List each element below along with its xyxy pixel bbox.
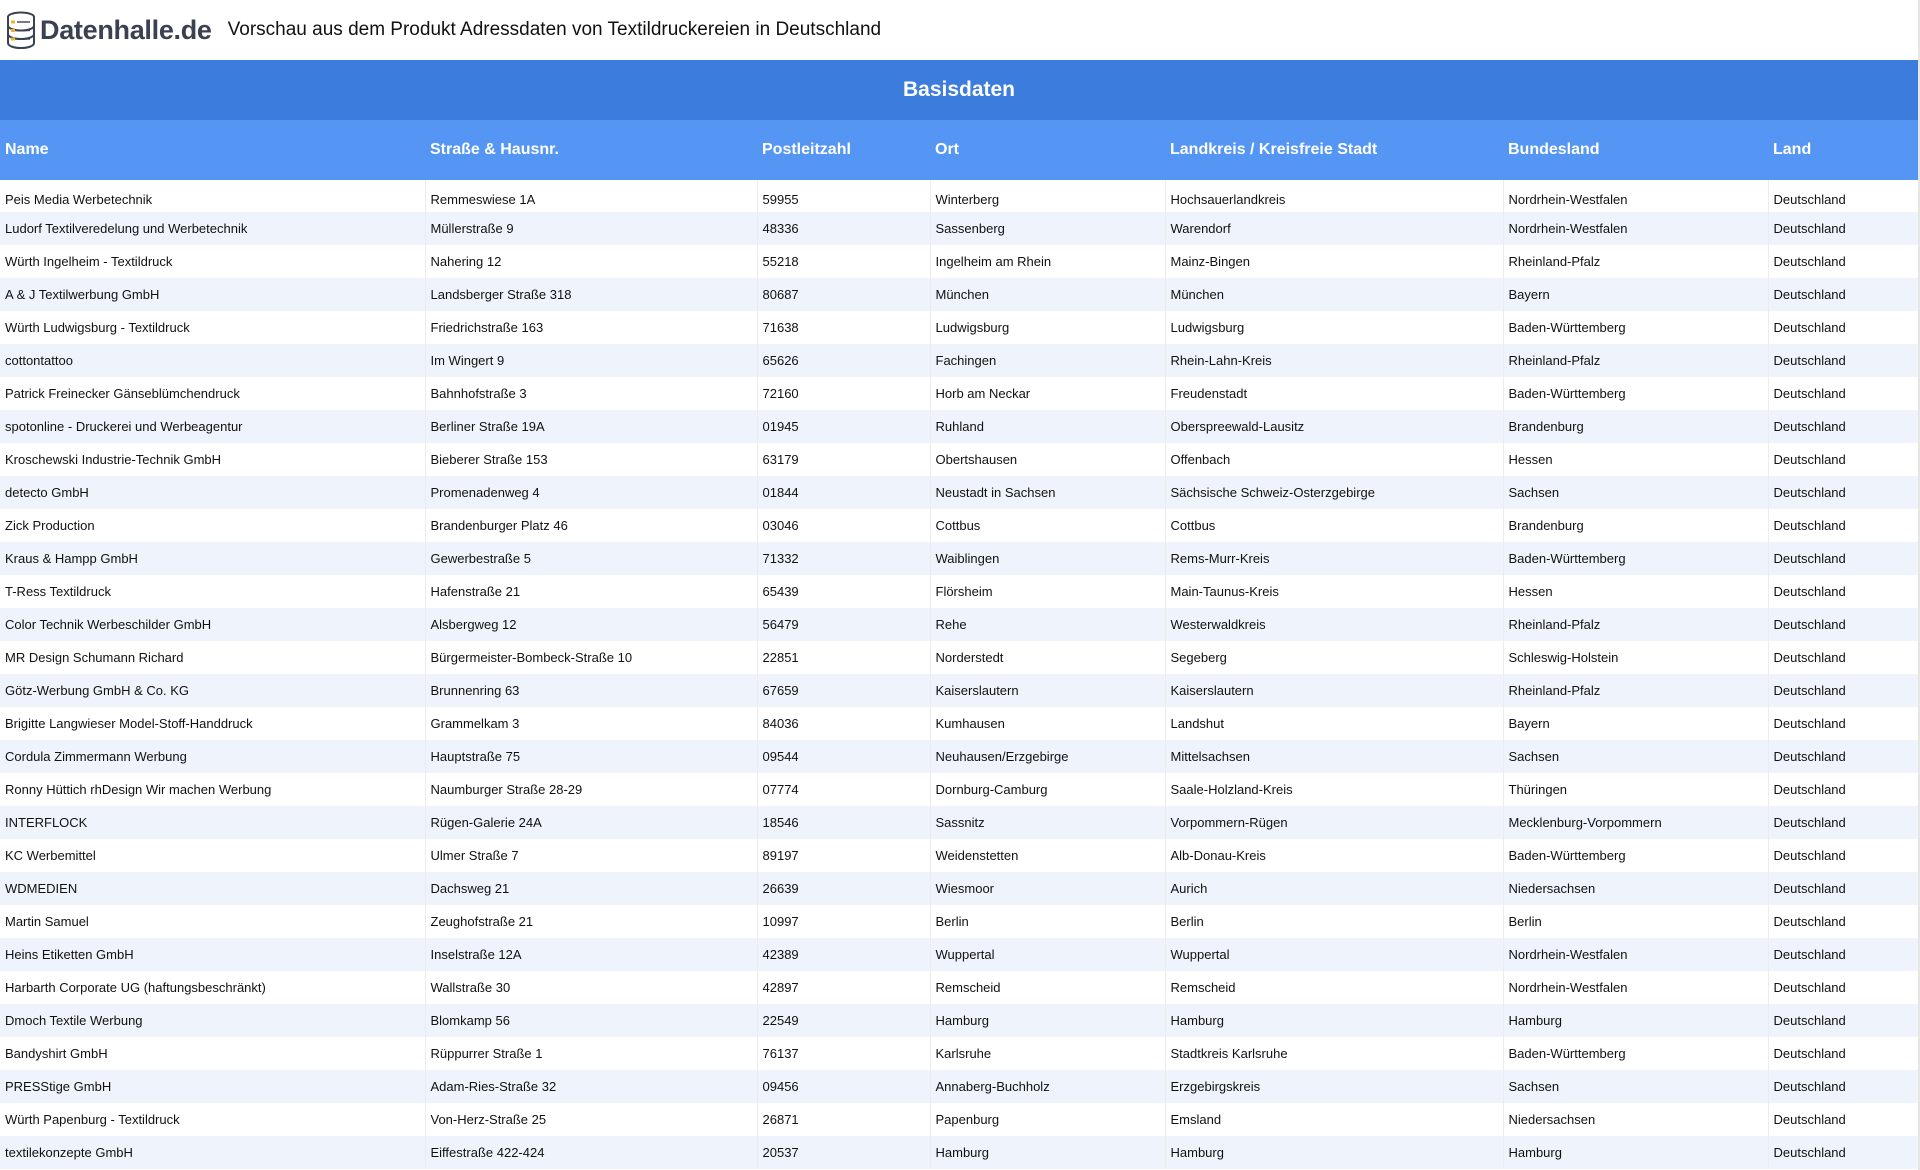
cell-state: Baden-Württemberg [1503,839,1768,872]
table-row [0,773,1918,806]
page-title: Vorschau aus dem Produkt Adressdaten von Textildruckereien in Deutschland [227,19,882,40]
table-row [0,872,1918,905]
cell-postal-code: 09456 [757,1070,930,1103]
cell-postal-code: 59955 [757,180,930,212]
cell-district: Erzgebirgskreis [1165,1070,1503,1103]
cell-street: Hafenstraße 21 [425,575,757,608]
cell-state: Berlin [1503,905,1768,938]
cell-state: Sachsen [1503,740,1768,773]
cell-country: Deutschland [1768,641,1918,674]
cell-name: INTERFLOCK [0,806,425,839]
cell-city: Fachingen [930,344,1165,377]
cell-name: Peis Media Werbetechnik [0,180,425,212]
cell-state: Niedersachsen [1503,872,1768,905]
cell-postal-code: 76137 [757,1037,930,1070]
cell-street: Müllerstraße 9 [425,212,757,245]
table-row [0,245,1918,278]
logo-text: Datenhalle.de [40,14,212,45]
cell-street: Gewerbestraße 5 [425,542,757,575]
cell-postal-code: 01844 [757,476,930,509]
cell-country: Deutschland [1768,344,1918,377]
cell-street: Zeughofstraße 21 [425,905,757,938]
cell-city: Hamburg [930,1004,1165,1037]
table-row [0,971,1918,1004]
cell-postal-code: 48336 [757,212,930,245]
table-row [0,180,1918,212]
table-row [0,311,1918,344]
cell-country: Deutschland [1768,1037,1918,1070]
table-row [0,641,1918,674]
cell-country: Deutschland [1768,806,1918,839]
cell-postal-code: 18546 [757,806,930,839]
cell-postal-code: 22549 [757,1004,930,1037]
cell-state: Nordrhein-Westfalen [1503,938,1768,971]
cell-country: Deutschland [1768,311,1918,344]
address-table [0,120,1918,1169]
column-header-country: Land [1768,120,1918,180]
cell-postal-code: 01945 [757,410,930,443]
table-row [0,443,1918,476]
cell-city: Waiblingen [930,542,1165,575]
cell-city: Sassenberg [930,212,1165,245]
cell-city: Ruhland [930,410,1165,443]
cell-state: Rheinland-Pfalz [1503,674,1768,707]
cell-state: Nordrhein-Westfalen [1503,971,1768,1004]
cell-name: Brigitte Langwieser Model-Stoff-Handdruck [0,707,425,740]
cell-name: detecto GmbH [0,476,425,509]
cell-state: Bayern [1503,707,1768,740]
cell-country: Deutschland [1768,542,1918,575]
cell-name: A & J Textilwerbung GmbH [0,278,425,311]
cell-state: Rheinland-Pfalz [1503,344,1768,377]
cell-street: Berliner Straße 19A [425,410,757,443]
cell-district: Ludwigsburg [1165,311,1503,344]
cell-state: Sachsen [1503,476,1768,509]
cell-city: Berlin [930,905,1165,938]
cell-postal-code: 63179 [757,443,930,476]
cell-street: Blomkamp 56 [425,1004,757,1037]
cell-postal-code: 84036 [757,707,930,740]
cell-name: spotonline - Druckerei und Werbeagentur [0,410,425,443]
table-row [0,905,1918,938]
cell-postal-code: 03046 [757,509,930,542]
cell-city: Remscheid [930,971,1165,1004]
cell-postal-code: 22851 [757,641,930,674]
cell-district: Emsland [1165,1103,1503,1136]
cell-state: Sachsen [1503,1070,1768,1103]
cell-state: Niedersachsen [1503,1103,1768,1136]
table-row [0,509,1918,542]
table-header-row [0,120,1918,180]
cell-street: Bieberer Straße 153 [425,443,757,476]
cell-name: PRESStige GmbH [0,1070,425,1103]
cell-state: Mecklenburg-Vorpommern [1503,806,1768,839]
cell-city: Weidenstetten [930,839,1165,872]
cell-district: Saale-Holzland-Kreis [1165,773,1503,806]
cell-country: Deutschland [1768,707,1918,740]
cell-postal-code: 71638 [757,311,930,344]
cell-state: Hamburg [1503,1004,1768,1037]
table-row [0,542,1918,575]
cell-street: Remmeswiese 1A [425,180,757,212]
cell-state: Baden-Württemberg [1503,1037,1768,1070]
cell-city: Horb am Neckar [930,377,1165,410]
cell-city: Rehe [930,608,1165,641]
column-header-city: Ort [930,120,1165,180]
cell-street: Adam-Ries-Straße 32 [425,1070,757,1103]
cell-city: Papenburg [930,1103,1165,1136]
cell-city: Winterberg [930,180,1165,212]
table-row [0,1103,1918,1136]
cell-city: Neuhausen/Erzgebirge [930,740,1165,773]
cell-district: Westerwaldkreis [1165,608,1503,641]
cell-name: Dmoch Textile Werbung [0,1004,425,1037]
cell-state: Thüringen [1503,773,1768,806]
cell-city: Cottbus [930,509,1165,542]
cell-district: Rems-Murr-Kreis [1165,542,1503,575]
cell-state: Rheinland-Pfalz [1503,245,1768,278]
cell-district: Vorpommern-Rügen [1165,806,1503,839]
cell-district: Segeberg [1165,641,1503,674]
cell-street: Alsbergweg 12 [425,608,757,641]
cell-postal-code: 56479 [757,608,930,641]
cell-name: Kraus & Hampp GmbH [0,542,425,575]
cell-name: Harbarth Corporate UG (haftungsbeschränkt) [0,971,425,1004]
cell-street: Inselstraße 12A [425,938,757,971]
cell-state: Brandenburg [1503,509,1768,542]
cell-state: Brandenburg [1503,410,1768,443]
cell-country: Deutschland [1768,674,1918,707]
cell-state: Rheinland-Pfalz [1503,608,1768,641]
cell-country: Deutschland [1768,1004,1918,1037]
cell-name: textilekonzepte GmbH [0,1136,425,1169]
table-row [0,377,1918,410]
cell-country: Deutschland [1768,608,1918,641]
cell-street: Landsberger Straße 318 [425,278,757,311]
cell-district: Hamburg [1165,1004,1503,1037]
cell-city: Obertshausen [930,443,1165,476]
site-logo[interactable] [6,10,212,50]
cell-street: Friedrichstraße 163 [425,311,757,344]
cell-postal-code: 42897 [757,971,930,1004]
cell-state: Baden-Württemberg [1503,542,1768,575]
cell-street: Brunnenring 63 [425,674,757,707]
cell-country: Deutschland [1768,575,1918,608]
cell-postal-code: 20537 [757,1136,930,1169]
cell-country: Deutschland [1768,278,1918,311]
table-row [0,1136,1918,1169]
cell-name: Würth Ludwigsburg - Textildruck [0,311,425,344]
cell-postal-code: 07774 [757,773,930,806]
cell-country: Deutschland [1768,1070,1918,1103]
table-row [0,674,1918,707]
cell-city: Neustadt in Sachsen [930,476,1165,509]
cell-city: Karlsruhe [930,1037,1165,1070]
cell-street: Brandenburger Platz 46 [425,509,757,542]
cell-city: Flörsheim [930,575,1165,608]
cell-state: Hessen [1503,575,1768,608]
table-row [0,278,1918,311]
table-row [0,1037,1918,1070]
cell-country: Deutschland [1768,905,1918,938]
table-row [0,608,1918,641]
cell-country: Deutschland [1768,410,1918,443]
cell-street: Hauptstraße 75 [425,740,757,773]
cell-name: Cordula Zimmermann Werbung [0,740,425,773]
cell-city: Annaberg-Buchholz [930,1070,1165,1103]
table-row [0,806,1918,839]
cell-street: Rüppurrer Straße 1 [425,1037,757,1070]
cell-district: Sächsische Schweiz-Osterzgebirge [1165,476,1503,509]
cell-country: Deutschland [1768,971,1918,1004]
cell-name: Würth Ingelheim - Textildruck [0,245,425,278]
cell-street: Von-Herz-Straße 25 [425,1103,757,1136]
table-row [0,740,1918,773]
cell-city: Ludwigsburg [930,311,1165,344]
cell-country: Deutschland [1768,476,1918,509]
cell-name: Kroschewski Industrie-Technik GmbH [0,443,425,476]
cell-district: Hamburg [1165,1136,1503,1169]
cell-district: Wuppertal [1165,938,1503,971]
cell-name: Ludorf Textilveredelung und Werbetechnik [0,212,425,245]
cell-name: MR Design Schumann Richard [0,641,425,674]
table-row [0,575,1918,608]
cell-city: Wuppertal [930,938,1165,971]
cell-postal-code: 42389 [757,938,930,971]
cell-street: Nahering 12 [425,245,757,278]
cell-country: Deutschland [1768,773,1918,806]
cell-name: cottontattoo [0,344,425,377]
cell-street: Grammelkam 3 [425,707,757,740]
cell-country: Deutschland [1768,872,1918,905]
cell-city: Norderstedt [930,641,1165,674]
table-row [0,410,1918,443]
cell-country: Deutschland [1768,377,1918,410]
cell-district: Landshut [1165,707,1503,740]
cell-country: Deutschland [1768,245,1918,278]
table-row [0,707,1918,740]
cell-city: Kumhausen [930,707,1165,740]
cell-street: Im Wingert 9 [425,344,757,377]
cell-street: Bahnhofstraße 3 [425,377,757,410]
cell-city: Wiesmoor [930,872,1165,905]
cell-district: Freudenstadt [1165,377,1503,410]
cell-postal-code: 71332 [757,542,930,575]
cell-district: Warendorf [1165,212,1503,245]
cell-name: Heins Etiketten GmbH [0,938,425,971]
cell-city: Ingelheim am Rhein [930,245,1165,278]
column-header-name: Name [0,120,425,180]
cell-state: Baden-Württemberg [1503,377,1768,410]
cell-postal-code: 89197 [757,839,930,872]
cell-name: KC Werbemittel [0,839,425,872]
cell-postal-code: 80687 [757,278,930,311]
cell-district: Remscheid [1165,971,1503,1004]
cell-postal-code: 55218 [757,245,930,278]
cell-street: Eiffestraße 422-424 [425,1136,757,1169]
cell-district: Cottbus [1165,509,1503,542]
cell-street: Dachsweg 21 [425,872,757,905]
cell-district: Aurich [1165,872,1503,905]
table-row [0,938,1918,971]
cell-street: Bürgermeister-Bombeck-Straße 10 [425,641,757,674]
cell-postal-code: 26871 [757,1103,930,1136]
cell-state: Baden-Württemberg [1503,311,1768,344]
cell-postal-code: 65626 [757,344,930,377]
cell-state: Bayern [1503,278,1768,311]
cell-country: Deutschland [1768,1136,1918,1169]
cell-state: Nordrhein-Westfalen [1503,212,1768,245]
table-row [0,1004,1918,1037]
column-header-state: Bundesland [1503,120,1768,180]
cell-country: Deutschland [1768,839,1918,872]
cell-district: Oberspreewald-Lausitz [1165,410,1503,443]
cell-postal-code: 10997 [757,905,930,938]
cell-name: Götz-Werbung GmbH & Co. KG [0,674,425,707]
cell-name: T-Ress Textildruck [0,575,425,608]
cell-street: Rügen-Galerie 24A [425,806,757,839]
cell-district: Rhein-Lahn-Kreis [1165,344,1503,377]
cell-street: Naumburger Straße 28-29 [425,773,757,806]
cell-district: Offenbach [1165,443,1503,476]
cell-city: Kaiserslautern [930,674,1165,707]
top-bar [0,0,1918,60]
cell-country: Deutschland [1768,509,1918,542]
cell-district: Stadtkreis Karlsruhe [1165,1037,1503,1070]
table-row [0,212,1918,245]
cell-street: Ulmer Straße 7 [425,839,757,872]
cell-country: Deutschland [1768,938,1918,971]
cell-name: Patrick Freinecker Gänseblümchendruck [0,377,425,410]
cell-district: Mittelsachsen [1165,740,1503,773]
cell-district: Hochsauerlandkreis [1165,180,1503,212]
cell-name: Ronny Hüttich rhDesign Wir machen Werbung [0,773,425,806]
column-header-district: Landkreis / Kreisfreie Stadt [1165,120,1503,180]
cell-state: Hamburg [1503,1136,1768,1169]
column-header-street: Straße & Hausnr. [425,120,757,180]
cell-name: Bandyshirt GmbH [0,1037,425,1070]
table-row [0,839,1918,872]
cell-district: Alb-Donau-Kreis [1165,839,1503,872]
section-title: Basisdaten [902,78,1016,101]
cell-postal-code: 67659 [757,674,930,707]
cell-postal-code: 72160 [757,377,930,410]
cell-district: Berlin [1165,905,1503,938]
cell-state: Schleswig-Holstein [1503,641,1768,674]
table-body [0,180,1918,1169]
cell-postal-code: 65439 [757,575,930,608]
section-header-basisdaten [0,60,1918,120]
cell-state: Nordrhein-Westfalen [1503,180,1768,212]
column-header-postal-code: Postleitzahl [757,120,930,180]
cell-postal-code: 09544 [757,740,930,773]
cell-name: Martin Samuel [0,905,425,938]
cell-country: Deutschland [1768,443,1918,476]
cell-city: Sassnitz [930,806,1165,839]
table-row [0,476,1918,509]
table-row [0,344,1918,377]
table-row [0,1070,1918,1103]
cell-state: Hessen [1503,443,1768,476]
cell-country: Deutschland [1768,740,1918,773]
cell-postal-code: 26639 [757,872,930,905]
cell-district: Main-Taunus-Kreis [1165,575,1503,608]
cell-country: Deutschland [1768,1103,1918,1136]
cell-country: Deutschland [1768,212,1918,245]
cell-district: München [1165,278,1503,311]
cell-street: Promenadenweg 4 [425,476,757,509]
cell-name: Würth Papenburg - Textildruck [0,1103,425,1136]
cell-country: Deutschland [1768,180,1918,212]
cell-name: Zick Production [0,509,425,542]
cell-city: München [930,278,1165,311]
cell-street: Wallstraße 30 [425,971,757,1004]
cell-city: Hamburg [930,1136,1165,1169]
cell-district: Kaiserslautern [1165,674,1503,707]
cell-name: WDMEDIEN [0,872,425,905]
cell-city: Dornburg-Camburg [930,773,1165,806]
cell-district: Mainz-Bingen [1165,245,1503,278]
database-icon [6,11,36,49]
cell-name: Color Technik Werbeschilder GmbH [0,608,425,641]
